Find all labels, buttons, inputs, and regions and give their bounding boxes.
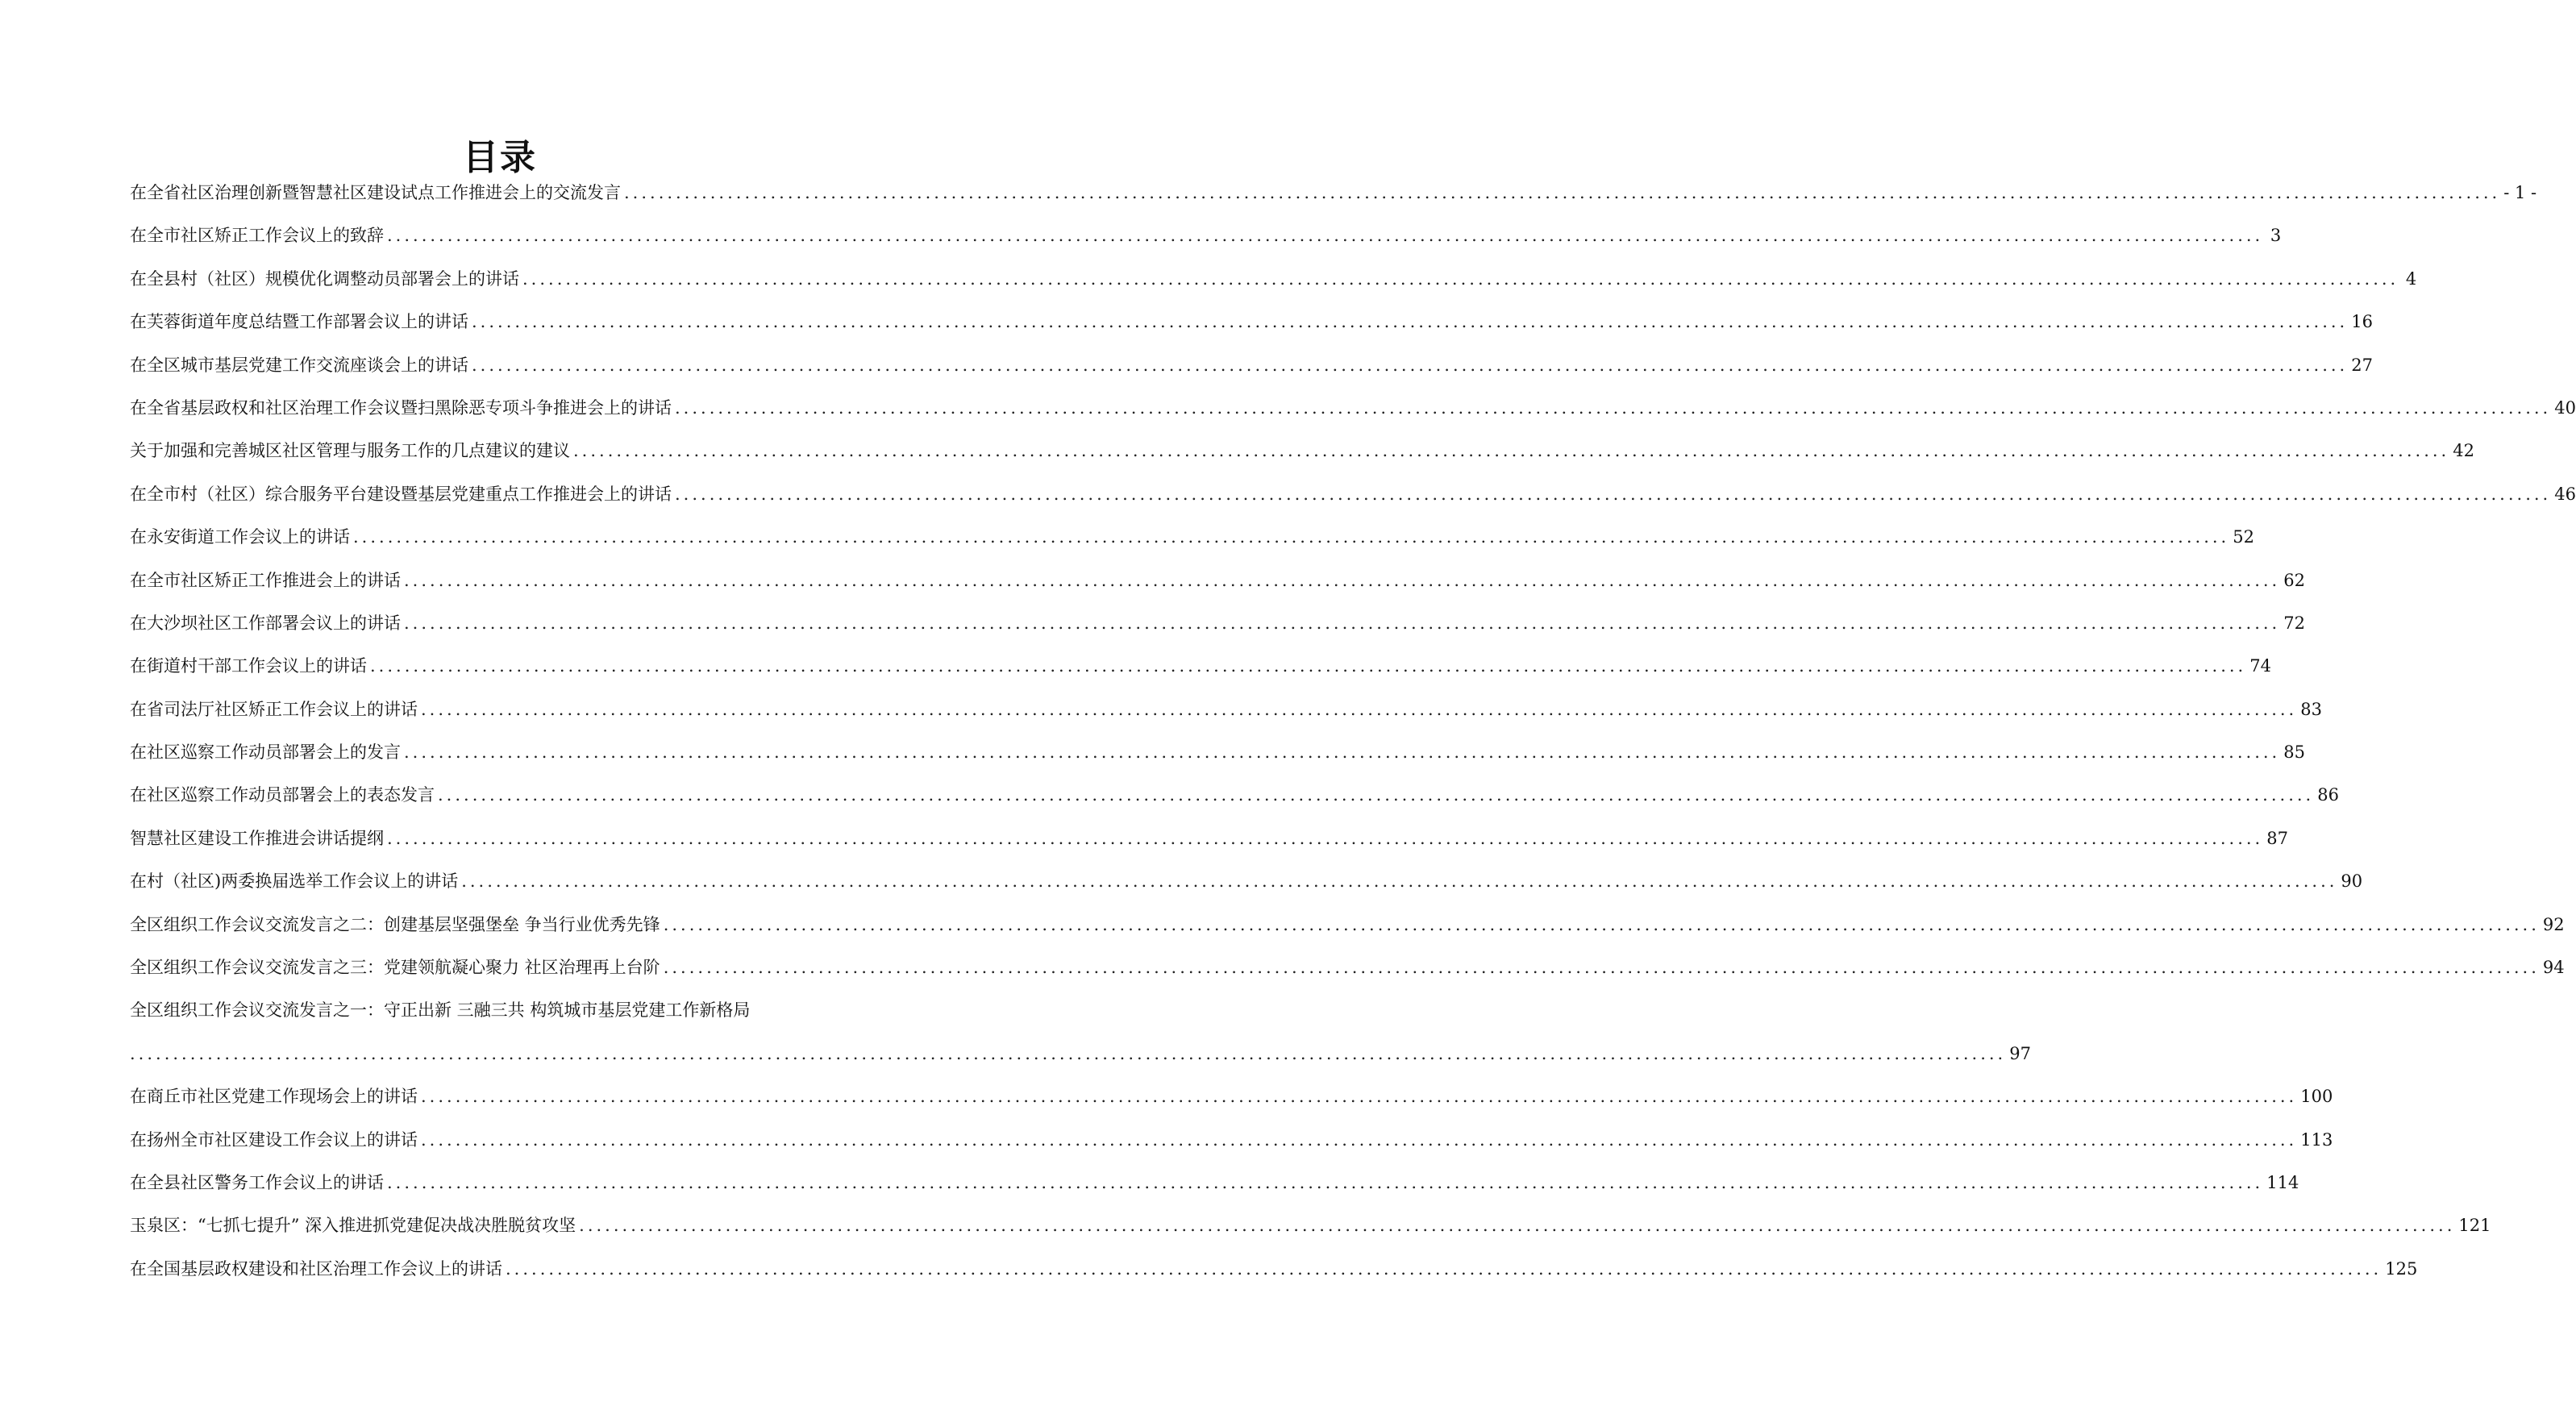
dot-leader bbox=[519, 267, 2402, 291]
dot-leader bbox=[468, 310, 2351, 334]
toc-entry[interactable] bbox=[130, 396, 2576, 439]
toc-entry-title: 关于加强和完善城区社区管理与服务工作的几点建议的建议 bbox=[130, 441, 570, 461]
toc-entry-title: 玉泉区：“七抓七提升” 深入推进抓党建促决战决胜脱贫攻坚 bbox=[130, 1216, 576, 1236]
toc-entry[interactable] bbox=[130, 826, 2288, 869]
dot-leader bbox=[418, 697, 2300, 722]
toc-entry-page: 100 bbox=[2300, 1087, 2333, 1107]
toc-entry-title: 在社区巡察工作动员部署会上的发言 bbox=[130, 742, 401, 763]
toc-entry-title: 全区组织工作会议交流发言之三：党建领航凝心聚力 社区治理再上台阶 bbox=[130, 958, 660, 978]
dot-leader bbox=[384, 223, 2266, 247]
toc-entry-title: 在村（社区)两委换届选举工作会议上的讲话 bbox=[130, 871, 459, 892]
toc-entry-page: 114 bbox=[2266, 1173, 2299, 1192]
toc-entry[interactable] bbox=[130, 654, 2271, 697]
toc-entry-title: 在永安街道工作会议上的讲话 bbox=[130, 527, 350, 547]
dot-leader bbox=[418, 1128, 2300, 1152]
dot-leader bbox=[401, 740, 2283, 764]
toc-entry-page: 42 bbox=[2453, 441, 2474, 461]
toc-entry-page: 97 bbox=[2009, 1043, 2031, 1063]
toc-entry-page: 4 bbox=[2405, 268, 2417, 289]
toc-entry-title: 在全市村（社区）综合服务平台建设暨基层党建重点工作推进会上的讲话 bbox=[130, 484, 672, 504]
toc-entry-title: 全区组织工作会议交流发言之二：创建基层坚强堡垒 争当行业优秀先锋 bbox=[130, 914, 660, 934]
toc-entry[interactable] bbox=[130, 267, 2417, 310]
toc-entry-title: 在全县村（社区）规模优化调整动员部署会上的讲话 bbox=[130, 268, 519, 289]
toc-entry-title: 在全县社区警务工作会议上的讲话 bbox=[130, 1173, 384, 1192]
toc-entry-page: 83 bbox=[2300, 699, 2322, 719]
toc-entry-title: 在大沙坝社区工作部署会议上的讲话 bbox=[130, 613, 401, 633]
toc-entry-page: 62 bbox=[2283, 570, 2305, 590]
toc-entry-page: 113 bbox=[2300, 1129, 2333, 1150]
toc-entry-page: 16 bbox=[2351, 312, 2373, 332]
toc-entry-page: 121 bbox=[2458, 1216, 2491, 1236]
toc-entry-title: 在商丘市社区党建工作现场会上的讲话 bbox=[130, 1087, 418, 1107]
dot-leader bbox=[401, 568, 2283, 593]
dot-leader bbox=[672, 482, 2554, 506]
dot-leader bbox=[502, 1257, 2385, 1281]
toc-entry-page: 72 bbox=[2283, 613, 2305, 633]
toc-entry-page: 52 bbox=[2233, 527, 2254, 547]
dot-leader bbox=[401, 611, 2283, 635]
toc-entry[interactable] bbox=[130, 310, 2373, 352]
toc-entry-page: 87 bbox=[2266, 828, 2288, 848]
toc-entry-page: 90 bbox=[2341, 871, 2363, 892]
toc-entry[interactable] bbox=[130, 1213, 2491, 1256]
toc-entry[interactable] bbox=[130, 482, 2576, 525]
dot-leader bbox=[384, 1171, 2266, 1195]
toc-entry[interactable] bbox=[130, 955, 2565, 998]
dot-leader bbox=[435, 783, 2317, 807]
table-of-contents bbox=[130, 181, 2576, 1300]
toc-entry[interactable] bbox=[130, 913, 2565, 955]
toc-entry-title: 在社区巡察工作动员部署会上的表态发言 bbox=[130, 785, 435, 805]
dot-leader bbox=[660, 955, 2543, 979]
page-title: 目录 bbox=[463, 137, 537, 178]
toc-entry-title: 在街道村干部工作会议上的讲话 bbox=[130, 656, 367, 676]
toc-entry-title: 在全省社区治理创新暨智慧社区建设试点工作推进会上的交流发言 bbox=[130, 183, 621, 202]
toc-entry-page: 92 bbox=[2542, 914, 2565, 934]
toc-entry-page: 86 bbox=[2317, 785, 2339, 805]
dot-leader bbox=[350, 525, 2233, 549]
dot-leader bbox=[468, 353, 2351, 377]
toc-entry-title: 在芙蓉街道年度总结暨工作部署会议上的讲话 bbox=[130, 312, 468, 332]
toc-entry[interactable] bbox=[130, 223, 2282, 266]
toc-entry[interactable] bbox=[130, 1128, 2333, 1171]
toc-entry-title: 全区组织工作会议交流发言之一：守正出新 三融三共 构筑城市基层党建工作新格局 bbox=[130, 1000, 751, 1021]
toc-entry-title: 在省司法厅社区矫正工作会议上的讲话 bbox=[130, 699, 418, 719]
toc-entry-page: 94 bbox=[2542, 958, 2565, 978]
toc-entry-continuation bbox=[130, 1042, 2031, 1084]
toc-entry-page: 74 bbox=[2249, 656, 2271, 676]
toc-entry-title: 在全市社区矫正工作推进会上的讲话 bbox=[130, 570, 401, 590]
toc-entry-page: 40 bbox=[2554, 397, 2576, 418]
toc-entry[interactable] bbox=[130, 439, 2474, 481]
toc-entry[interactable] bbox=[130, 869, 2363, 912]
toc-entry-page: 85 bbox=[2283, 742, 2305, 763]
dot-leader bbox=[576, 1213, 2458, 1237]
toc-entry[interactable] bbox=[130, 998, 2031, 1084]
toc-entry[interactable] bbox=[130, 353, 2373, 396]
toc-entry-title: 在全市社区矫正工作会议上的致辞 bbox=[130, 226, 384, 246]
toc-entry-title: 在扬州全市社区建设工作会议上的讲话 bbox=[130, 1129, 418, 1150]
toc-entry-page: - 1 - bbox=[2503, 183, 2537, 202]
toc-entry[interactable] bbox=[130, 1257, 2418, 1300]
toc-entry[interactable] bbox=[130, 697, 2322, 740]
toc-entry-title: 在全区城市基层党建工作交流座谈会上的讲话 bbox=[130, 355, 468, 375]
dot-leader bbox=[384, 826, 2266, 850]
dot-leader bbox=[660, 913, 2543, 937]
toc-entry[interactable] bbox=[130, 525, 2254, 568]
toc-entry[interactable] bbox=[130, 181, 2537, 223]
dot-leader bbox=[458, 869, 2341, 893]
toc-entry[interactable] bbox=[130, 568, 2305, 611]
dot-leader bbox=[418, 1084, 2300, 1108]
toc-entry[interactable] bbox=[130, 783, 2339, 826]
toc-entry-page: 125 bbox=[2385, 1258, 2418, 1279]
dot-leader bbox=[130, 1042, 2009, 1066]
dot-leader bbox=[367, 654, 2249, 678]
dot-leader bbox=[672, 396, 2554, 420]
toc-entry[interactable] bbox=[130, 1084, 2333, 1127]
toc-entry-title: 在全国基层政权建设和社区治理工作会议上的讲话 bbox=[130, 1258, 502, 1279]
dot-leader bbox=[621, 181, 2503, 205]
toc-entry-title: 智慧社区建设工作推进会讲话提纲 bbox=[130, 828, 384, 848]
toc-entry[interactable] bbox=[130, 740, 2305, 783]
toc-entry-page: 27 bbox=[2351, 355, 2373, 375]
toc-entry-page: 46 bbox=[2554, 484, 2576, 504]
toc-entry-title: 在全省基层政权和社区治理工作会议暨扫黑除恶专项斗争推进会上的讲话 bbox=[130, 397, 672, 418]
dot-leader bbox=[570, 439, 2453, 463]
toc-entry-page: 3 bbox=[2270, 226, 2282, 246]
toc-entry[interactable] bbox=[130, 611, 2305, 654]
toc-entry[interactable] bbox=[130, 1171, 2299, 1213]
